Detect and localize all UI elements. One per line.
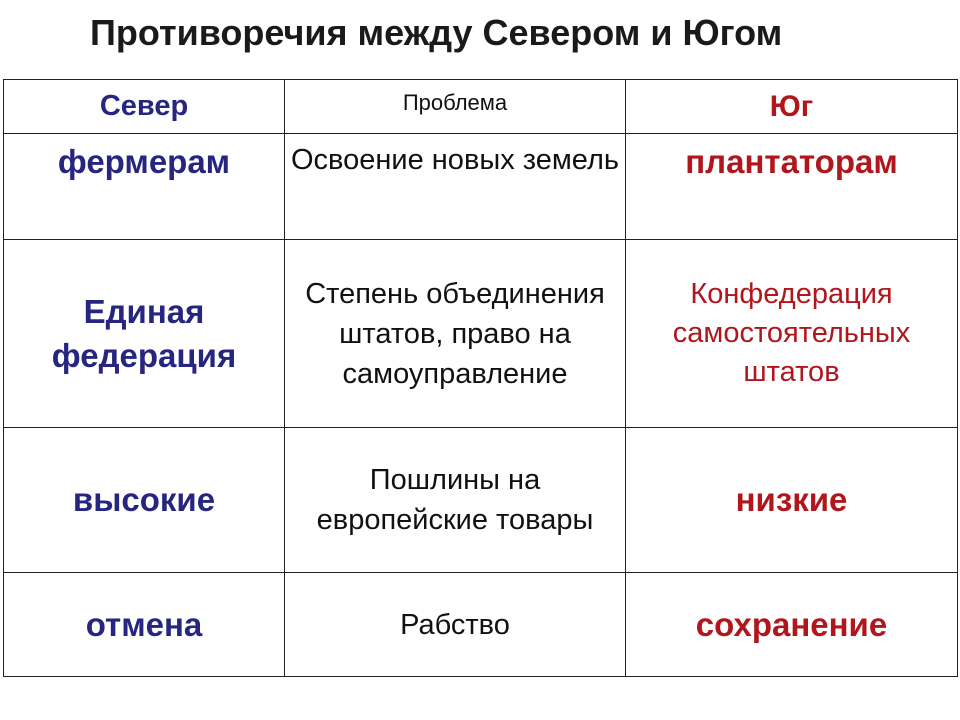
- problem-value: Рабство: [400, 608, 510, 641]
- north-cell: [4, 134, 285, 240]
- table-row: [4, 573, 958, 677]
- north-value: фермерам: [57, 143, 231, 180]
- table-row: [4, 240, 958, 428]
- header-problem: Проблема: [285, 80, 626, 134]
- problem-value: Степень объединения штатов, право на самоуправление: [305, 277, 605, 390]
- north-cell: [4, 240, 285, 428]
- problem-cell: [285, 428, 626, 573]
- problem-value: Освоение новых земель: [291, 144, 619, 176]
- north-cell: [4, 573, 285, 677]
- north-value: высокие: [72, 481, 216, 518]
- south-value: Конфедерация самостоятельных штатов: [672, 278, 911, 388]
- table-row: [4, 428, 958, 573]
- south-cell: [626, 134, 958, 240]
- problem-cell: [285, 240, 626, 428]
- south-cell: [626, 573, 958, 677]
- north-value: Единая федерация: [51, 292, 237, 374]
- south-value: низкие: [735, 481, 848, 518]
- header-south: Юг: [626, 80, 958, 134]
- north-cell: [4, 428, 285, 573]
- problem-cell: [285, 573, 626, 677]
- south-value: плантаторам: [685, 143, 898, 180]
- table-header-row: [4, 80, 958, 134]
- problem-cell: [285, 134, 626, 240]
- header-north: Север: [4, 80, 285, 134]
- comparison-table: [3, 79, 958, 677]
- south-cell: [626, 240, 958, 428]
- south-cell: [626, 428, 958, 573]
- south-value: сохранение: [695, 605, 888, 643]
- table-row: [4, 134, 958, 240]
- page-title: Противоречия между Севером и Югом: [90, 12, 783, 53]
- north-value: отмена: [85, 605, 203, 643]
- problem-value: Пошлины на европейские товары: [316, 464, 594, 536]
